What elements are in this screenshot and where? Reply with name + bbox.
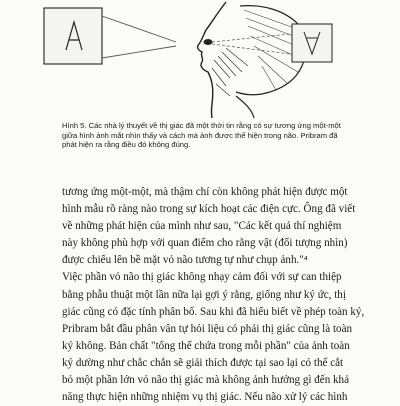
face-shading <box>212 48 248 96</box>
projection-rays <box>102 16 176 58</box>
body-line: về những phát hiện của mình như sau, "Các kết quả thí nghiệm <box>62 220 342 233</box>
caption-line: phát hiện ra rằng điều đó không đúng. <box>62 140 191 150</box>
body-paragraphs <box>62 184 380 406</box>
body-line: được chiếu lên bề mặt vỏ não tương tự như chụp ảnh."⁴ <box>62 254 308 267</box>
body-line: bỏ một phần lớn vỏ não thị giác mà không ảnh hưởng gì đến khả <box>62 374 350 387</box>
object-frame <box>44 8 102 64</box>
body-line: hình mẫu rõ ràng nào trong sự kích hoạt các điện cực. Ông đã viết <box>62 203 356 216</box>
figure-caption <box>62 121 380 150</box>
body-line: bằng phẫu thuật một lần nữa lại gợi ý rằng, giống như ký ức, thị <box>62 288 346 301</box>
caption-line: Hình 5. Các nhà lý thuyết về thị giác đã một thời tin rằng có sự tương ứng một-một <box>62 121 341 130</box>
eye <box>204 40 212 45</box>
body-line: Pribram bắt đầu phân vân tự hỏi liệu có phải thị giác cũng là toàn <box>62 322 353 335</box>
body-line: Việc phần vỏ não thị giác không nhạy cảm đối với sự can thiệp <box>62 271 342 284</box>
brain-image-frame <box>292 24 332 62</box>
illustration-eye-brain-projection <box>0 0 400 118</box>
body-line: tương ứng một-một, mà thậm chí còn không phát hiện được một <box>62 186 348 198</box>
body-line: ký không. Bản chất "tổng thể chứa trong mỗi phần" của ảnh toàn <box>62 339 350 352</box>
body-line: này không phù hợp với quan điểm cho rằng vật (đối tượng nhìn) <box>62 237 348 250</box>
body-line: ký dường như chắc chắn sẽ giải thích được tại sao lại có thể cắt <box>62 356 344 369</box>
body-line: giác cũng có đặc tính phân bố. Sau khi đã hiểu biết về phép toàn ký, <box>62 305 365 318</box>
body-line: năng thực hiện những nhiệm vụ thị giác. Nếu não xử lý các hình <box>62 391 348 404</box>
caption-line: giữa hình ảnh mắt nhìn thấy và cách mà ảnh được thể hiện trong não. Pribram đã <box>62 130 338 140</box>
